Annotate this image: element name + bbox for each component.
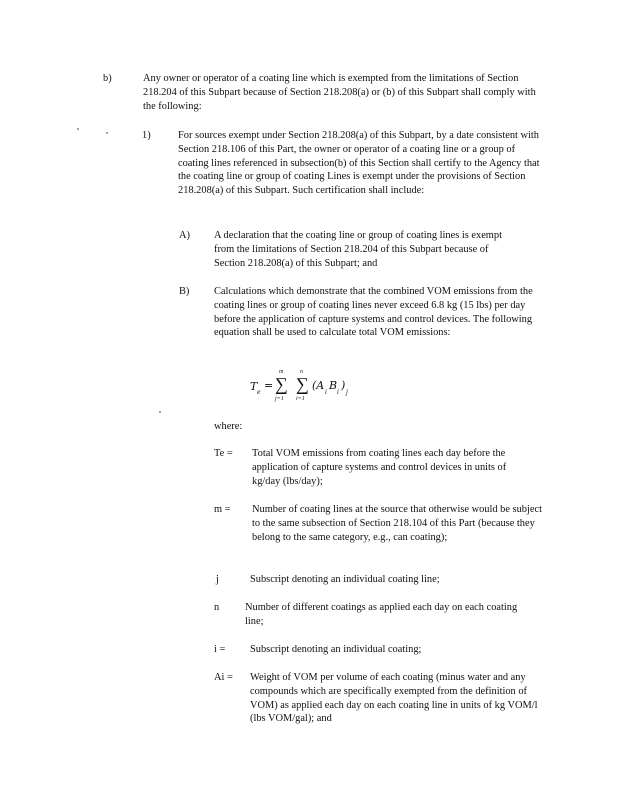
definition-text: Number of coating lines at the source that otherwise would be subject to the same subsection of Section 218.104 of this Part (because they belong to the same category, e.g., can coating); <box>252 504 542 543</box>
section-b-label: b) <box>103 73 112 84</box>
definition-symbol: i = <box>214 644 226 655</box>
item-b-text: Calculations which demonstrate that the combined VOM emissions from the coating lines or group of coating lines never exceed 6.8 kg (15 lbs) per day before the application of capture systems and control devices. The following equation shall be used to calculate total VOM emissions: <box>214 286 533 339</box>
definition-symbol: Te = <box>214 448 233 459</box>
sum2-upper-limit: n <box>300 369 303 375</box>
equation-term-b-subscript: i <box>337 389 339 396</box>
scan-speck <box>77 128 79 130</box>
item-1-text: For sources exempt under Section 218.208(a) of this Subpart, by a date consistent with Section 218.106 of this Part, the owner or operator of a coating line or a group of coating lines referenced in subsection(b) of this Section shall certify to the Agency that the coating line or group of coating Lines is exempt under the provisions of Section 218.208(a) of this Subpart. Such certification shall include: <box>178 130 540 197</box>
item-1-label: 1) <box>142 130 151 141</box>
scan-speck <box>106 132 108 134</box>
sum2-lower-limit: i=1 <box>296 396 305 402</box>
equation-term-close: ) <box>341 379 346 392</box>
scan-speck <box>159 411 161 413</box>
equation-outer-subscript: j <box>346 389 348 396</box>
definition-symbol: Ai = <box>214 672 233 683</box>
sum1-upper-limit: m <box>279 369 284 375</box>
item-a-label: A) <box>179 230 190 241</box>
item-a-text: A declaration that the coating line or group of coating lines is exempt from the limitations of Section 218.204 of this Subpart because of Section 218.208(a) of this Subpart; and <box>214 230 502 269</box>
definition-symbol: m = <box>214 504 231 515</box>
equation-term-a: (A <box>312 379 325 392</box>
sum1-lower-limit: j=1 <box>275 396 284 402</box>
definition-text: Weight of VOM per volume of each coating (minus water and any compounds which are specifically exempted from the definition of VOM) as applied each day on each coating line in units of kg VOM/l (lbs VOM/gal); and <box>250 672 538 725</box>
vom-equation <box>250 366 370 408</box>
where-label: where: <box>214 421 243 432</box>
definition-text: Subscript denoting an individual coating; <box>250 644 422 655</box>
definition-text: Number of different coatings as applied each day on each coating line; <box>245 602 518 627</box>
definition-text: Total VOM emissions from coating lines each day before the application of capture systems and control devices in units of kg/day (lbs/day); <box>252 448 507 487</box>
section-b-text: Any owner or operator of a coating line which is exempted from the limitations of Section 218.204 of this Subpart because of Section 218.208(a) or (b) of this Subpart shall comply with the following: <box>143 73 536 112</box>
sum-symbol-1: ∑ <box>275 374 288 394</box>
equation-lhs: T <box>250 380 258 393</box>
sum-symbol-2: ∑ <box>296 374 309 394</box>
item-b-label: B) <box>179 286 190 297</box>
equation-equals: = <box>264 379 274 392</box>
definition-symbol: n <box>214 602 220 613</box>
equation-term-a-subscript: i <box>325 389 327 396</box>
definition-symbol: j <box>216 574 219 585</box>
definition-text: Subscript denoting an individual coating line; <box>250 574 440 585</box>
equation-lhs-subscript: e <box>257 389 261 396</box>
equation-term-b: B <box>329 379 338 392</box>
